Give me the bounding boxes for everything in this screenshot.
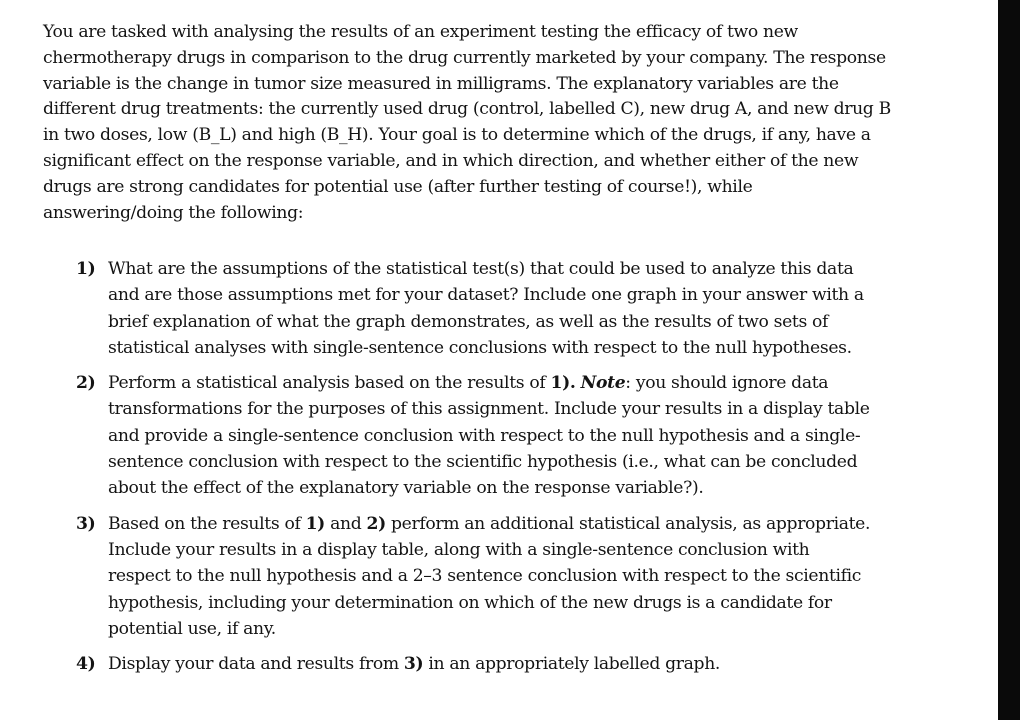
question-2-note: Note — [580, 373, 626, 394]
question-3-number: 3) — [76, 513, 96, 534]
question-2 — [76, 370, 876, 501]
question-list — [76, 256, 876, 686]
question-3-text-part-a: Based on the results of — [108, 513, 306, 534]
question-3-text-part-c: perform an additional statistical analysis, as appropriate. Include your results in a display table, along with a single-sentence conclusion with respect to the null hypothesis and a 2–3 sentence conclusion with respect to the scientific hypothesis, including your determination on which of the new drugs is a candidate for potential use, if any. — [108, 513, 871, 639]
question-2-ref: 1). — [550, 373, 576, 394]
intro-paragraph: You are tasked with analysing the results of an experiment testing the efficacy of two new chermotherapy drugs in comparison to the drug currently marketed by your company. The response variable is the change in tumor size measured in milligrams. The explanatory variables are the different drug treatments: the currently used drug (control, labelled C), new drug A, and new drug B in two doses, low (B_L) and high (B_H). Your goal is to determine which of the drugs, if any, have a significant effect on the response variable, and in which direction, and whether either of the new drugs are strong candidates for potential use (after further testing of course!), while answering/doing the following: — [43, 22, 891, 223]
question-4-ref: 3) — [403, 654, 424, 675]
question-2-text — [108, 370, 876, 501]
question-2-number: 2) — [76, 373, 96, 394]
question-3 — [76, 511, 876, 642]
question-4-number: 4) — [76, 654, 96, 675]
question-3-ref-2: 2) — [366, 513, 386, 534]
question-2-text-part-b: : you should ignore data transformations for the purposes of this assignment. Include your results in a display table and provide a single-sentence conclusion with respect to the null hypothesis and a single-sentence conclusion with respect to the scientific hypothesis (i.e., what can be concluded about the effect of the explanatory variable on the response variable?). — [108, 373, 870, 499]
question-1-text: What are the assumptions of the statistical test(s) that could be used to analyze this data and are those assumptions met for your dataset? Include one graph in your answer with a brief explanation of what the graph demonstrates, as well as the results of two sets of statistical analyses with single-sentence conclusions with respect to the null hypotheses. — [108, 259, 864, 358]
question-4-text-part-b: in an appropriately labelled graph. — [423, 654, 721, 675]
question-3-text-part-b: and — [324, 513, 367, 534]
question-4 — [76, 651, 876, 677]
right-edge-bar — [998, 0, 1020, 720]
question-3-ref-1: 1) — [305, 513, 325, 534]
question-4-text — [108, 651, 876, 677]
question-3-text — [108, 511, 876, 642]
question-1 — [76, 256, 876, 361]
question-4-text-part-a: Display your data and results from — [108, 654, 404, 675]
question-2-text-part-a: Perform a statistical analysis based on the results of — [108, 373, 551, 394]
question-1-number: 1) — [76, 259, 96, 279]
